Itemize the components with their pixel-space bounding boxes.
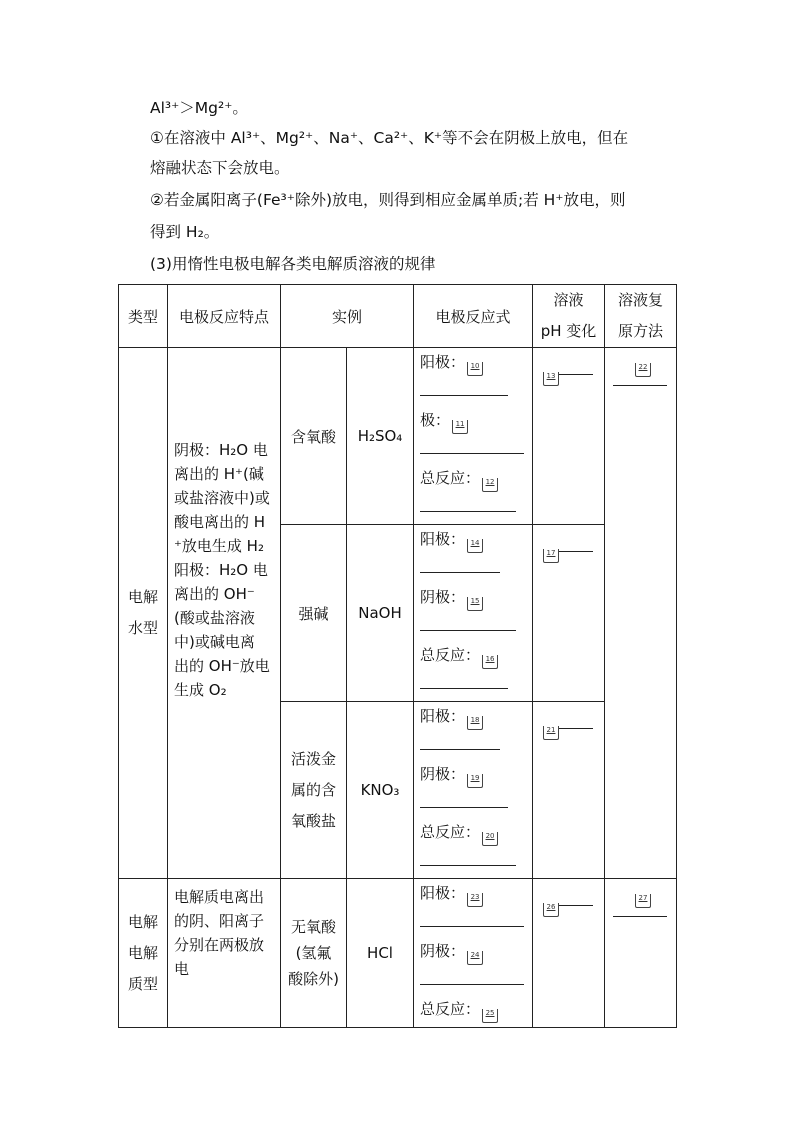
type-electrolyze-water: 电解 水型 — [119, 348, 168, 879]
answer-blank-icon[interactable]: 21 — [543, 726, 559, 740]
header-example: 实例 — [281, 285, 414, 348]
equation-cell: 阳极： 10 极： 11 总反应： 12 — [414, 348, 533, 525]
answer-blank-icon[interactable]: 11 — [452, 420, 468, 434]
answer-blank-icon[interactable]: 17 — [543, 549, 559, 563]
answer-blank-icon[interactable]: 23 — [467, 893, 483, 907]
ph-cell — [533, 879, 605, 1028]
ph-cell — [533, 525, 605, 702]
equation-cell: 阳极： 14 阴极： 15 总反应： 16 — [414, 525, 533, 702]
restore-cell — [605, 879, 677, 1028]
category-oxyacid: 含氧酸 — [281, 348, 347, 525]
table-row — [119, 348, 677, 525]
header-restore: 溶液复 原方法 — [605, 285, 677, 348]
formula-hcl: HCl — [347, 879, 414, 1028]
header-ph: 溶液 pH 变化 — [533, 285, 605, 348]
answer-blank-icon[interactable]: 27 — [635, 894, 651, 908]
intro-line-4: ②若金属阳离子(Fe³⁺除外)放电，则得到相应金属单质;若 H⁺放电，则 — [150, 191, 626, 209]
answer-blank-icon[interactable]: 13 — [543, 372, 559, 386]
feature-electrolyze-water: 阴极：H₂O 电 离出的 H⁺(碱 或盐溶液中)或 酸电离出的 H ⁺放电生成 H₂ 阳极：H₂O 电 离出的 OH⁻ (酸或盐溶液 中)或碱电离 出的 OH⁻放电 生成 O₂ — [168, 348, 281, 879]
intro-line-1: Al³⁺＞Mg²⁺。 — [150, 99, 248, 117]
answer-blank-icon[interactable]: 19 — [467, 774, 483, 788]
category-active-metal-oxysalt: 活泼金 属的含 氧酸盐 — [281, 702, 347, 879]
answer-blank-icon[interactable]: 15 — [467, 597, 483, 611]
equation-cell: 阳极： 23 阴极： 24 总反应： 25 — [414, 879, 533, 1028]
intro-line-2: ①在溶液中 Al³⁺、Mg²⁺、Na⁺、Ca²⁺、K⁺等不会在阴极上放电，但在 — [150, 129, 629, 147]
intro-line-3: 熔融状态下会放电。 — [150, 159, 290, 177]
answer-blank-icon[interactable]: 14 — [467, 539, 483, 553]
category-strong-base: 强碱 — [281, 525, 347, 702]
header-row — [119, 285, 677, 348]
answer-blank-icon[interactable]: 10 — [467, 362, 483, 376]
table-row — [119, 879, 677, 1028]
answer-blank-icon[interactable]: 16 — [482, 655, 498, 669]
header-equation: 电极反应式 — [414, 285, 533, 348]
feature-electrolyze-electrolyte: 电解质电离出 的阴、阳离子 分别在两极放 电 — [168, 879, 281, 1028]
header-type: 类型 — [119, 285, 168, 348]
answer-blank-icon[interactable]: 18 — [467, 716, 483, 730]
answer-blank-icon[interactable]: 25 — [482, 1009, 498, 1023]
restore-cell — [605, 348, 677, 879]
formula-kno3: KNO₃ — [347, 702, 414, 879]
answer-blank-icon[interactable]: 24 — [467, 951, 483, 965]
ph-cell — [533, 348, 605, 525]
answer-blank-icon[interactable]: 20 — [482, 832, 498, 846]
header-feature: 电极反应特点 — [168, 285, 281, 348]
ph-cell — [533, 702, 605, 879]
formula-naoh: NaOH — [347, 525, 414, 702]
answer-blank-icon[interactable]: 26 — [543, 903, 559, 917]
category-oxygen-free-acid: 无氧酸 (氢氟 酸除外) — [281, 879, 347, 1028]
answer-blank-icon[interactable]: 22 — [635, 363, 651, 377]
electrolysis-table — [118, 284, 677, 1028]
intro-line-6: (3)用惰性电极电解各类电解质溶液的规律 — [150, 255, 436, 273]
type-electrolyze-electrolyte: 电解 电解 质型 — [119, 879, 168, 1028]
equation-cell: 阳极： 18 阴极： 19 总反应： 20 — [414, 702, 533, 879]
intro-line-5: 得到 H₂。 — [150, 223, 220, 241]
answer-blank-icon[interactable]: 12 — [482, 478, 498, 492]
formula-h2so4: H₂SO₄ — [347, 348, 414, 525]
